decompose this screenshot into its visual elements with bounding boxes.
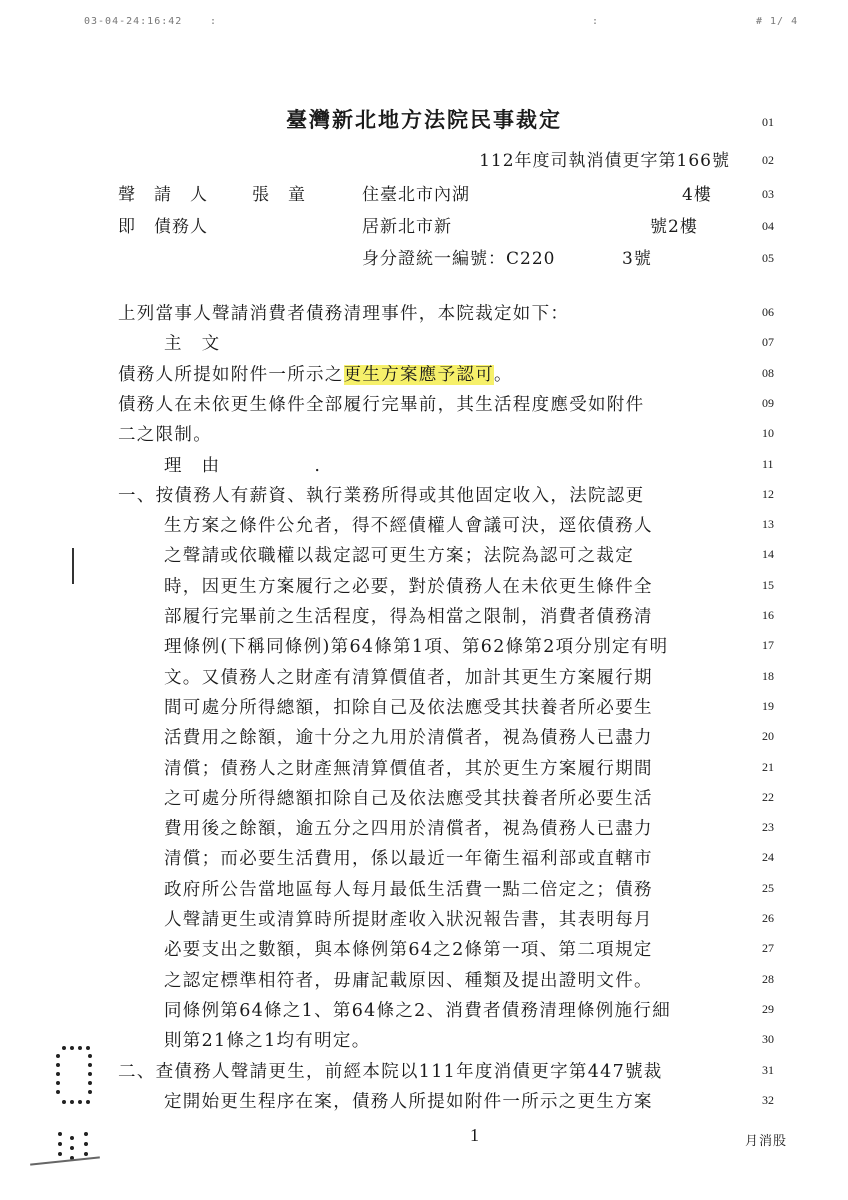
body-line <box>0 696 848 726</box>
page-number: 1 <box>470 1125 479 1145</box>
line-number: 12 <box>762 486 774 501</box>
fax-datetime: 03-04-24:16:42 <box>84 16 183 27</box>
binding-hole-dot <box>58 1152 62 1156</box>
line-number: 14 <box>762 547 774 562</box>
body-line-text: 二之限制。 <box>118 425 212 446</box>
line-number: 22 <box>762 789 774 804</box>
fax-header <box>0 16 848 32</box>
line-number: 15 <box>762 577 774 592</box>
body-line-text: 主 文 <box>164 334 221 355</box>
binding-hole-dot <box>56 1081 60 1085</box>
line-number: 25 <box>762 880 774 895</box>
binding-hole-dot <box>84 1152 88 1156</box>
body-text-segment: 債務人所提如附件一所示之 <box>118 364 344 385</box>
binding-hole-dot <box>70 1146 74 1150</box>
body-line-text: 清償；而必要生活費用，係以最近一年衛生福利部或直轄市 <box>164 849 653 870</box>
debtor-id-label: 身分證統一編號：C220 <box>362 249 556 269</box>
body-line <box>0 302 848 332</box>
line-number: 23 <box>762 820 774 835</box>
binding-hole-dot <box>88 1072 92 1076</box>
line-number: 09 <box>762 395 774 410</box>
body-line <box>0 999 848 1029</box>
binding-hole-dot <box>84 1142 88 1146</box>
body-line-text <box>118 363 513 387</box>
case-number: 112年度司執消債更字第166號 <box>479 151 730 171</box>
fax-colon: : <box>210 16 218 27</box>
line-number: 08 <box>762 365 774 380</box>
body-line-text: 定開始更生程序在案，債務人所提如附件一所示之更生方案 <box>164 1091 653 1112</box>
body-line <box>0 514 848 544</box>
body-line-text: 上列當事人聲請消費者債務清理事件，本院裁定如下： <box>118 304 570 324</box>
binding-hole-dot <box>62 1046 66 1050</box>
body-line <box>0 969 848 999</box>
binding-hole-dot <box>58 1132 62 1136</box>
line-number: 02 <box>762 153 774 167</box>
binding-hole-dot <box>88 1081 92 1085</box>
line-number: 13 <box>762 517 774 532</box>
binding-hole-dot <box>78 1100 82 1104</box>
line-number: 05 <box>762 251 774 265</box>
applicant-name: 張 童 <box>252 185 306 205</box>
line-number: 32 <box>762 1092 774 1107</box>
body-line <box>0 332 848 362</box>
body-line-text: 時，因更生方案履行之必要，對於債務人在未依更生條件全 <box>164 576 653 597</box>
debtor-address-tail: 號2樓 <box>650 217 698 237</box>
body-line <box>0 454 848 484</box>
binding-hole-dot <box>84 1132 88 1136</box>
line-number: 18 <box>762 668 774 683</box>
binding-hole-dot <box>62 1100 66 1104</box>
body-line <box>0 1090 848 1120</box>
margin-scribble <box>30 1156 100 1165</box>
body-line-text: 文。又債務人之財產有清算價值者，加計其更生方案履行期 <box>164 667 653 688</box>
body-line-text: 債務人在未依更生條件全部履行完畢前，其生活程度應受如附件 <box>118 394 645 415</box>
body-line-text: 之認定標準相符者，毋庸記載原因、種類及提出證明文件。 <box>164 970 653 991</box>
body-line <box>0 757 848 787</box>
body-line-text: 同條例第64條之1、第64條之2、消費者債務清理條例施行細 <box>164 1000 672 1021</box>
body-line <box>0 938 848 968</box>
line-number: 29 <box>762 1001 774 1016</box>
line-number: 19 <box>762 698 774 713</box>
body-line <box>0 635 848 665</box>
debtor-id-tail: 3號 <box>622 249 652 269</box>
binding-hole-dot <box>56 1072 60 1076</box>
body-line-text: 間可處分所得總額，扣除自己及依法應受其扶養者所必要生 <box>164 697 653 718</box>
body-line-text: 二、查債務人聲請更生，前經本院以111年度消債更字第447號裁 <box>118 1061 663 1082</box>
body-line <box>0 575 848 605</box>
body-line <box>0 817 848 847</box>
binding-hole-dot <box>56 1054 60 1058</box>
title-line-number-row <box>0 112 848 142</box>
fax-page-indicator: # 1/ 4 <box>756 16 799 27</box>
body-line <box>0 666 848 696</box>
line-number: 04 <box>762 219 774 233</box>
binding-hole-dot <box>88 1063 92 1067</box>
line-number: 03 <box>762 187 774 201</box>
party-line-number-row <box>0 216 848 246</box>
body-line-text: 部履行完畢前之生活程度，得為相當之限制，消費者債務清 <box>164 607 653 627</box>
binding-hole-dot <box>88 1090 92 1094</box>
body-line <box>0 363 848 393</box>
applicant-address: 住臺北市內湖 <box>362 185 470 205</box>
body-line-text: 費用後之餘額，逾五分之四用於清償者，視為債務人已盡力 <box>164 819 653 840</box>
body-line-text: 清償；債務人之財產無清算價值者，其於更生方案履行期間 <box>164 758 653 779</box>
line-number: 27 <box>762 941 774 956</box>
body-line <box>0 544 848 574</box>
line-number: 30 <box>762 1032 774 1047</box>
body-line-text: 之可處分所得總額扣除自己及依法應受其扶養者所必要生活 <box>164 788 653 809</box>
debtor-address: 居新北市新 <box>362 217 452 237</box>
line-number: 11 <box>762 456 774 471</box>
line-number: 20 <box>762 729 774 744</box>
line-number: 24 <box>762 850 774 865</box>
line-number: 26 <box>762 911 774 925</box>
line-number: 28 <box>762 971 774 986</box>
body-line <box>0 484 848 514</box>
line-number: 07 <box>762 335 774 350</box>
line-number: 01 <box>762 115 774 129</box>
body-line <box>0 423 848 453</box>
body-line-text: 政府所公告當地區每人每月最低生活費一點二倍定之；債務 <box>164 879 653 900</box>
fax-colon: : <box>592 16 600 27</box>
party-line-number-row <box>0 248 848 278</box>
binding-hole-dot <box>56 1090 60 1094</box>
body-line <box>0 393 848 423</box>
line-number: 06 <box>762 305 774 319</box>
body-line <box>0 605 848 635</box>
applicant-label: 聲 請 人 <box>118 185 208 205</box>
binding-hole-dot <box>70 1046 74 1050</box>
body-line-text: 人聲請更生或清算時所提財產收入狀況報告書，其表明每月 <box>164 910 653 930</box>
body-line <box>0 908 848 938</box>
body-line <box>0 726 848 756</box>
binding-hole-dot <box>58 1142 62 1146</box>
binding-hole-dot <box>78 1046 82 1050</box>
party-line-number-row <box>0 184 848 214</box>
body-line-text: 活費用之餘額，逾十分之九用於清償者，視為債務人已盡力 <box>164 728 653 749</box>
body-line-text: 必要支出之數額，與本條例第64之2條第一項、第二項規定 <box>164 940 653 961</box>
case-line-number-row <box>0 150 848 180</box>
binding-hole-dot <box>56 1063 60 1067</box>
department-stamp: 月消股 <box>745 1134 788 1149</box>
line-number: 31 <box>762 1062 774 1077</box>
binding-hole-dot <box>86 1046 90 1050</box>
body-line <box>0 847 848 877</box>
binding-hole-dot <box>86 1100 90 1104</box>
debtor-label: 即 債務人 <box>118 217 208 237</box>
applicant-address-tail: 4樓 <box>682 185 712 205</box>
line-number: 17 <box>762 638 774 653</box>
line-number: 21 <box>762 759 774 774</box>
body-line <box>0 787 848 817</box>
body-line <box>0 1029 848 1059</box>
document-title: 臺灣新北地方法院民事裁定 <box>286 107 562 132</box>
body-line-text: 之聲請或依職權以裁定認可更生方案；法院為認可之裁定 <box>164 546 634 567</box>
body-line-text: 則第21條之1均有明定。 <box>164 1031 371 1052</box>
highlighted-ruling: 更生方案應予認可 <box>343 364 495 385</box>
binding-hole-dot <box>88 1054 92 1058</box>
line-number: 10 <box>762 426 774 441</box>
line-number: 16 <box>762 608 774 622</box>
body-line <box>0 1060 848 1090</box>
body-line-text: 理 由 . <box>164 455 322 476</box>
body-line-text: 生方案之條件公允者，得不經債權人會議可決，逕依債務人 <box>164 516 653 537</box>
binding-hole-dot <box>70 1100 74 1104</box>
margin-mark <box>72 548 74 584</box>
body-line-text: 一、按債務人有薪資、執行業務所得或其他固定收入，法院認更 <box>118 485 645 506</box>
body-line <box>0 878 848 908</box>
body-text-segment: 。 <box>494 364 513 385</box>
body-line-text: 理條例(下稱同條例)第64條第1項、第62條第2項分別定有明 <box>164 637 669 658</box>
binding-hole-dot <box>70 1136 74 1140</box>
